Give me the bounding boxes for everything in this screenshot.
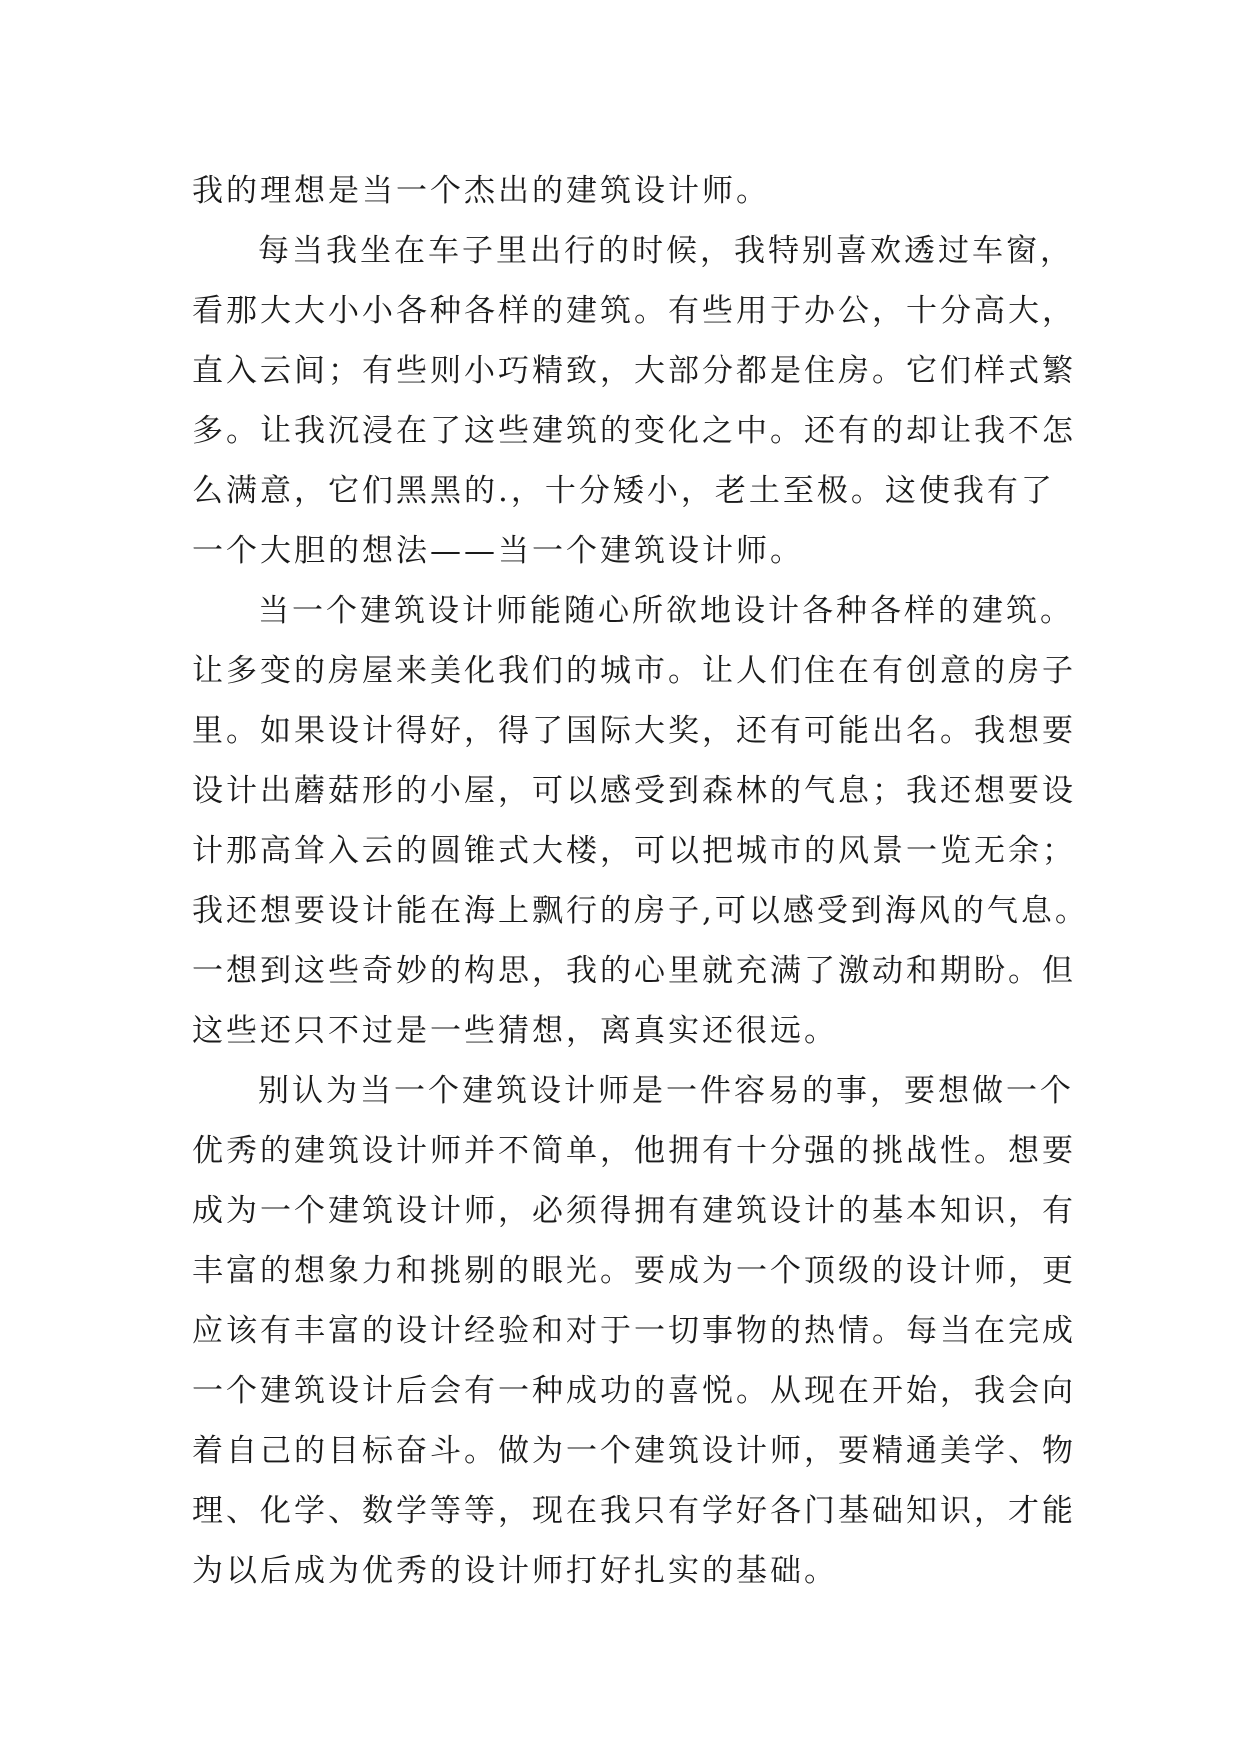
text-line: 为以后成为优秀的设计师打好扎实的基础。 <box>192 1553 838 1589</box>
text-line: 看那大大小小各种各样的建筑。有些用于办公，十分高大， <box>192 293 1076 329</box>
text-line: 着自己的目标奋斗。做为一个建筑设计师，要精通美学、物 <box>192 1433 1076 1469</box>
essay-body <box>192 161 1089 1601</box>
text-line: 应该有丰富的设计经验和对于一切事物的热情。每当在完成 <box>192 1313 1076 1349</box>
text-line: 我还想要设计能在海上飘行的房子,可以感受到海风的气息。 <box>192 893 1089 929</box>
text-line: 里。如果设计得好，得了国际大奖，还有可能出名。我想要 <box>192 713 1076 749</box>
text-line: 一个建筑设计后会有一种成功的喜悦。从现在开始，我会向 <box>192 1373 1076 1409</box>
paragraph-3 <box>192 581 1089 1061</box>
text-line: 多。让我沉浸在了这些建筑的变化之中。还有的却让我不怎 <box>192 413 1076 449</box>
text-line: 别认为当一个建筑设计师是一件容易的事，要想做一个 <box>258 1073 1074 1109</box>
text-line: 当一个建筑设计师能随心所欲地设计各种各样的建筑。 <box>258 593 1074 629</box>
paragraph-4 <box>192 1061 1076 1601</box>
text-line: 丰富的想象力和挑剔的眼光。要成为一个顶级的设计师，更 <box>192 1253 1076 1289</box>
text-line: 让多变的房屋来美化我们的城市。让人们住在有创意的房子 <box>192 653 1076 689</box>
text-line: 优秀的建筑设计师并不简单，他拥有十分强的挑战性。想要 <box>192 1133 1076 1169</box>
text-line: 成为一个建筑设计师，必须得拥有建筑设计的基本知识，有 <box>192 1193 1076 1229</box>
text-line: 理、化学、数学等等，现在我只有学好各门基础知识，才能 <box>192 1493 1076 1529</box>
text-line: 我的理想是当一个杰出的建筑设计师。 <box>192 173 770 209</box>
text-line: 每当我坐在车子里出行的时候，我特别喜欢透过车窗， <box>258 233 1074 269</box>
text-line: 一想到这些奇妙的构思，我的心里就充满了激动和期盼。但 <box>192 953 1076 989</box>
text-line: 计那高耸入云的圆锥式大楼，可以把城市的风景一览无余； <box>192 833 1076 869</box>
text-line: 设计出蘑菇形的小屋，可以感受到森林的气息；我还想要设 <box>192 773 1076 809</box>
paragraph-2 <box>192 221 1076 581</box>
text-line: 一个大胆的想法——当一个建筑设计师。 <box>192 533 804 569</box>
text-line: 直入云间；有些则小巧精致，大部分都是住房。它们样式繁 <box>192 353 1076 389</box>
text-line: 这些还只不过是一些猜想，离真实还很远。 <box>192 1013 838 1049</box>
paragraph-1 <box>192 161 1072 221</box>
text-line: 么满意，它们黑黑的.，十分矮小，老土至极。这使我有了 <box>192 473 1055 509</box>
